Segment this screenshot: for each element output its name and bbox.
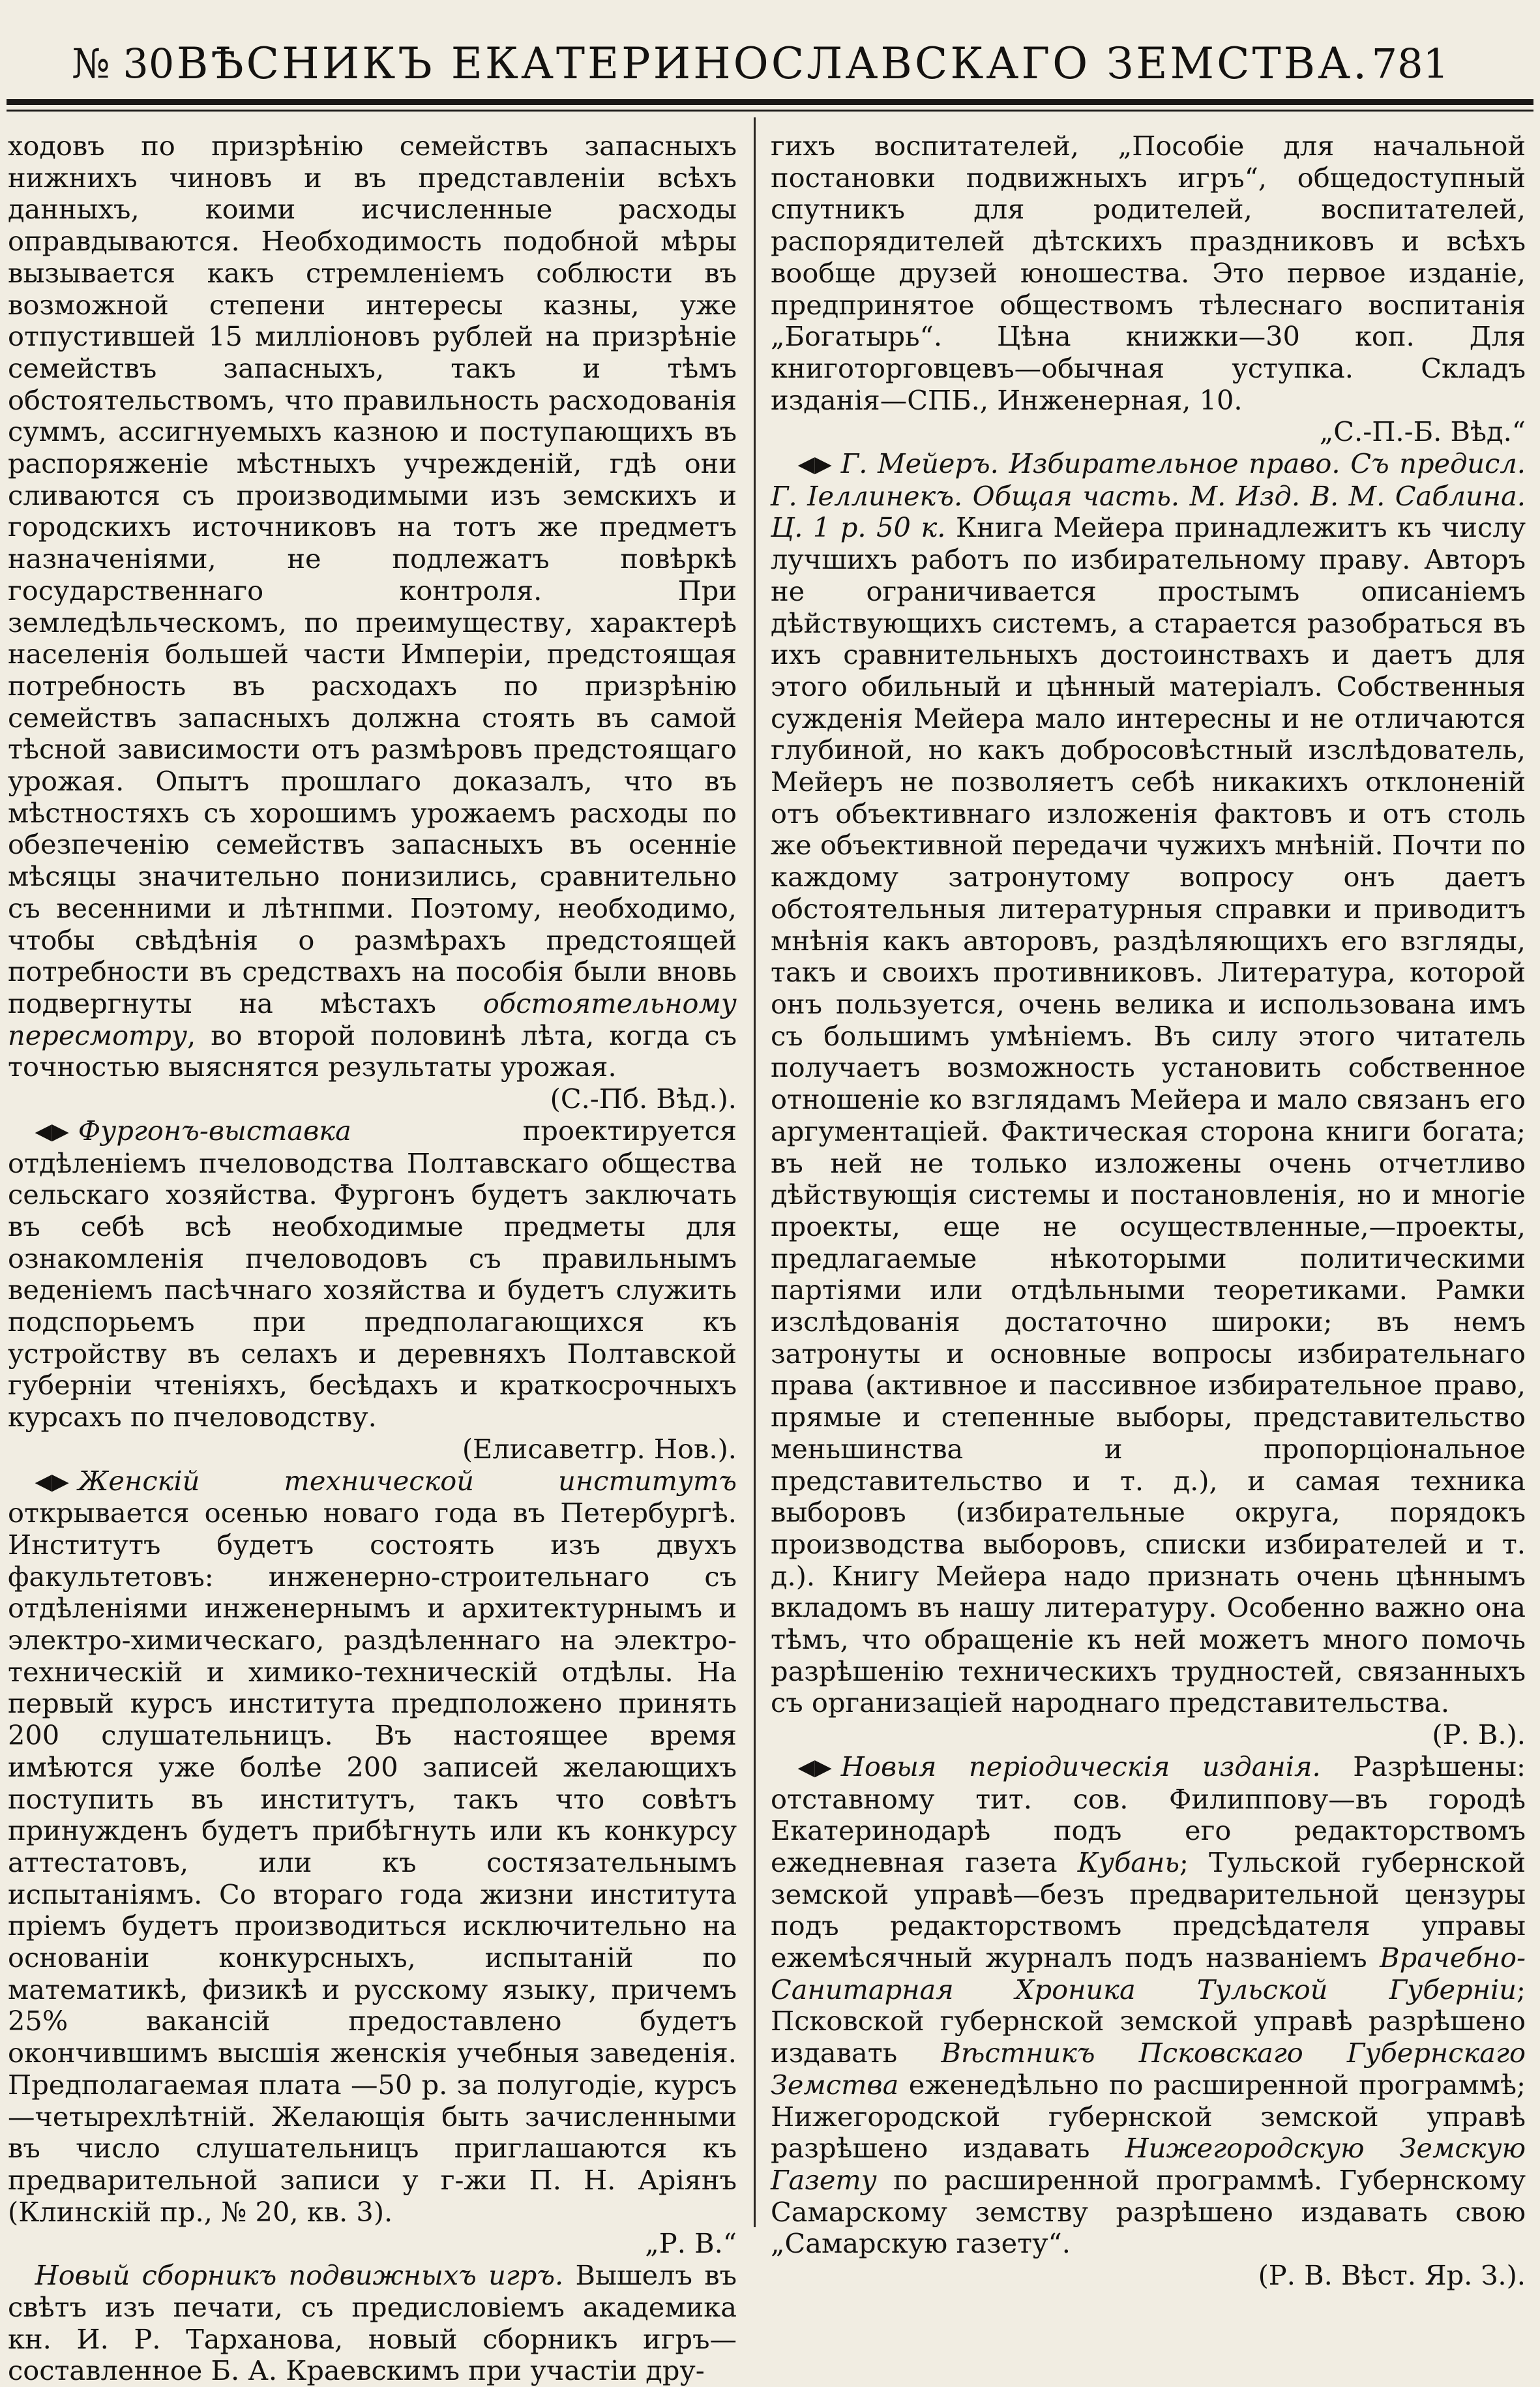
issue-number: № 30 xyxy=(72,39,175,87)
header-rule-thin xyxy=(7,110,1533,112)
bullet-icon: ◀▶ xyxy=(797,1754,832,1780)
news-item-meyer-book: ◀▶ Г. Мейеръ. Избирательное право. Съ предисл. Г. Іеллинекъ. Общая часть. М. Изд. В. М. Саблина. Ц. 1 р. 50 к. Книга Мейера принадлежитъ къ числу лучшихъ работъ по избирательному праву. Авторъ не ограничивается простымъ описаніемъ дѣйствующихъ системъ, а старается разобраться въ ихъ сравнительныхъ достоинствахъ и даетъ для этого обильный и цѣнный матеріалъ. Собственныя сужденія Мейера мало интересны и не отличаются глубиной, но какъ добросовѣстный изслѣдователь, Мейеръ не позволяетъ себѣ никакихъ отклоненій отъ объективнаго изложенія фактовъ и отъ столь же объективной передачи чужихъ мнѣній. Почти по каждому затронутому вопросу онъ даетъ обстоятельныя литературныя справки и приводитъ мнѣнія какъ авторовъ, раздѣляющихъ его взгляды, такъ и своихъ противниковъ. Литература, которой онъ пользуется, очень велика и использована имъ съ большимъ умѣніемъ. Въ силу этого читатель получаетъ возможность установить собственное отношеніе ко взглядамъ Мейера и мало связанъ его аргументаціей. Фактическая сторона книги богата; въ ней не только изложены очень отчетливо дѣйствующія системы и постановленія, но и многіе проекты, еще не осуществленные,—проекты, предлагаемые нѣкоторыми политическими партіями или отдѣльными теоретиками. Рамки изслѣдованія достаточно широки; въ немъ затронуты и основные вопросы избирательнаго права (активное и пассивное избирательное право, прямые и степенные выборы, представительство меньшинства и пропорціональное представительство и т. д.), и самая техника выборовъ (избирательные округа, порядокъ производства выборовъ, списки избирателей и т. д.). Книгу Мейера надо признать очень цѣннымъ вкладомъ въ нашу литературу. Особенно важно она тѣмъ, что обращеніе къ ней можетъ много помочь разрѣшенію техническихъ трудностей, связанныхъ съ организаціей народнаго представительства. xyxy=(771,447,1526,1719)
source-citation: (Елисаветгр. Нов.). xyxy=(462,1432,737,1465)
news-item-furgon: ◀▶ Фургонъ-выставка проектируется отдѣленіемъ пчеловодства Полтавскаго общества сельскаго хозяйства. Фургонъ будетъ заключать въ себѣ всѣ необходимые предметы для ознакомленія пчеловодовъ съ правильнымъ веденіемъ пасѣчнаго хозяйства и будетъ служить подспорьемъ при предполагающихся къ устройству въ селахъ и деревняхъ Полтавской губерніи чтеніяхъ, бесѣдахъ и краткосрочныхъ курсахъ по пчеловодству. xyxy=(8,1114,737,1434)
bullet-icon: ◀▶ xyxy=(35,1468,69,1495)
games-continuation: гихъ воспитателей, „Пособіе для начальной постановки подвижныхъ игръ“, общедоступный спутникъ для родителей, воспитателей, распорядителей дѣтскихъ праздниковъ и всѣхъ вообще друзей юношества. Это первое изданіе, предпринятое обществомъ тѣлеснаго воспитанія „Богатырь“. Цѣна книжки—30 коп. Для книготорговцевъ—обычная уступка. Складъ изданія—СПБ., Инженерная, 10. xyxy=(771,130,1526,416)
news-item-games: Новый сборникъ подвижныхъ игръ. Вышелъ въ свѣтъ изъ печати, съ предисловіемъ академика кн. И. Р. Тарханова, новый сборникъ игръ—составленное Б. А. Краевскимъ при участіи дру- xyxy=(8,2259,737,2387)
news-heading: Женскій технической институтъ xyxy=(78,1464,737,1497)
news-item-periodicals: ◀▶ Новыя періодическія изданія. Разрѣшены: отставному тит. сов. Филиппову—въ городѣ Екатеринодарѣ подъ его редакторствомъ ежедневная газета Кубань; Тульской губернской земской управѣ—безъ предварительной цензуры подъ редакторствомъ предсѣдателя управы ежемѣсячный журналъ подъ названіемъ Врачебно-Санитарная Хроника Тульской Губерніи; Псковской губернской земской управѣ разрѣшено издавать Вѣстникъ Псковскаго Губернскаго Земства еженедѣльно по расширенной программѣ; Нижегородской губернской земской управѣ разрѣшено издавать Нижегородскую Земскую Газету по расширенной программѣ. Губернскому Самарскому земству разрѣшено издавать свою „Самарскую газету“. xyxy=(771,1750,1526,2260)
bullet-icon: ◀▶ xyxy=(35,1118,69,1145)
news-heading: Новыя періодическія изданія. xyxy=(840,1750,1321,1782)
page-number: 781 xyxy=(1371,39,1449,87)
source-citation: (С.-Пб. Вѣд.). xyxy=(550,1083,737,1115)
source-citation: „Р. В.“ xyxy=(645,2227,737,2260)
news-heading: Фургонъ-выставка xyxy=(78,1114,351,1147)
news-heading: Г. Мейеръ. Избирательное право. Съ предисл. Г. Іеллинекъ. Общая часть. М. Изд. В. М. Саблина. Ц. 1 р. 50 к. xyxy=(771,447,1526,544)
source-citation: (Р. В.). xyxy=(1432,1719,1526,1751)
source-citation: „С.-П.-Б. Вѣд.“ xyxy=(1319,415,1526,448)
article-continuation: ходовъ по призрѣнію семействъ запасныхъ нижнихъ чиновъ и въ представленіи всѣхъ данныхъ, коими исчисленные расходы оправдываются. Необходимость подобной мѣры вызывается какъ стремленіемъ соблюсти въ возможной степени интересы казны, уже отпустившей 15 милліоновъ рублей на призрѣніе семействъ запасныхъ, такъ и тѣмъ обстоятельствомъ, что правильность расходованія суммъ, ассигнуемыхъ казною и поступающихъ въ распоряженіе мѣстныхъ учрежденій, гдѣ они сливаются съ производимыми изъ земскихъ и городскихъ источниковъ на тотъ же предметъ назначеніями, не подлежатъ повѣркѣ государственнаго контроля. При земледѣльческомъ, по преимуществу, характерѣ населенія большей части Имперіи, предстоящая потребность въ расходахъ по призрѣнію семействъ запасныхъ должна стоять въ самой тѣсной зависимости отъ размѣровъ предстоящаго урожая. Опытъ прошлаго доказалъ, что въ мѣстностяхъ съ хорошимъ урожаемъ расходы по обезпеченію семействъ запасныхъ въ осенніе мѣсяцы значительно понизились, сравнительно съ весенними и лѣтнпми. Поэтому, необходимо, чтобы свѣдѣнія о размѣрахъ предстоящей потребности въ средствахъ на пособія были вновь подвергнуты на мѣстахъ обстоятельному пересмотру, во второй половинѣ лѣта, когда съ точностью выяснятся результаты урожая. xyxy=(8,130,737,1083)
header-rule xyxy=(7,99,1533,105)
bullet-icon: ◀▶ xyxy=(797,451,832,478)
left-column xyxy=(8,130,737,2387)
page-header xyxy=(72,27,1449,99)
column-divider xyxy=(754,117,756,2227)
source-citation: (Р. В. Вѣст. Яр. З.). xyxy=(1258,2259,1526,2292)
news-item-institute: ◀▶ Женскій технической институтъ открывается осенью новаго года въ Петербургѣ. Институтъ будетъ состоять изъ двухъ факультетовъ: инженерно-строительнаго съ отдѣленіями инженернымъ и архитектурнымъ и электро-химическаго, раздѣленнаго на электро-техническій и химико-техническій отдѣлы. На первый курсъ института предположено принять 200 слушательницъ. Въ настоящее время имѣются уже болѣе 200 записей желающихъ поступить въ институтъ, такъ что совѣтъ принужденъ будетъ прибѣгнуть или къ конкурсу аттестатовъ, или къ состязательнымъ испытаніямъ. Со втораго года жизни института пріемъ будетъ производиться исключительно на основаніи конкурсныхъ, испытаній по математикѣ, физикѣ и русскому языку, причемъ 25% вакансій предоставлено будетъ окончившимъ высшія женскія учебныя заведенія. Предполагаемая плата —50 р. за полугодіе, курсъ—четырехлѣтній. Желающія быть зачисленными въ число слушательницъ приглашаются къ предварительной записи у г-жи П. Н. Арiянъ (Клинскій пр., № 20, кв. 3). xyxy=(8,1464,737,2228)
right-column xyxy=(771,130,1526,2292)
news-heading: Новый сборникъ подвижныхъ игръ. xyxy=(35,2259,564,2292)
journal-title: ВѢСНИКЪ ЕКАТЕРИНОСЛАВСКАГО ЗЕМСТВА. xyxy=(176,38,1370,89)
